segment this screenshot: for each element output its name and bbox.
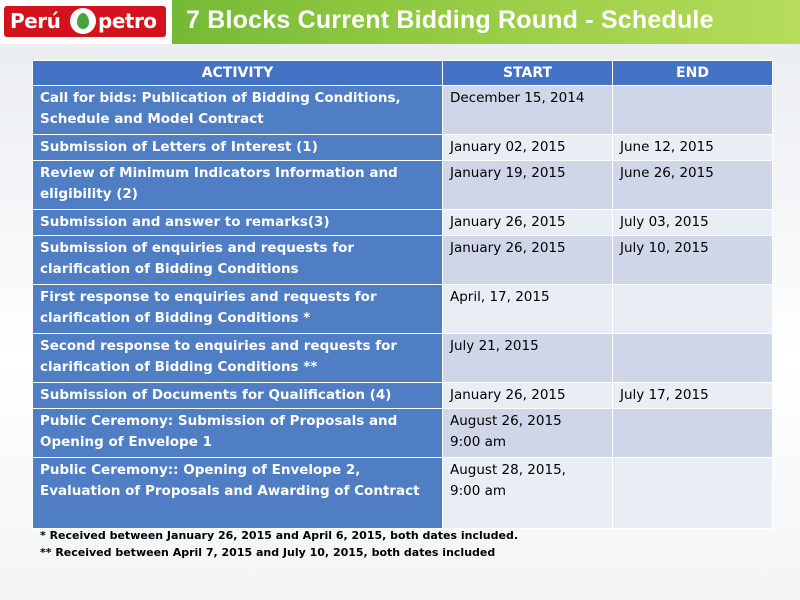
oil-drop-icon: [70, 8, 96, 34]
activity-cell: Public Ceremony: Submission of Proposals and Opening of Envelope 1: [33, 409, 443, 458]
table-row: [33, 285, 773, 334]
start-cell: August 26, 2015 9:00 am: [443, 409, 613, 458]
start-cell: January 02, 2015: [443, 135, 613, 161]
table-row: [33, 383, 773, 409]
end-cell: June 26, 2015: [613, 161, 773, 210]
end-cell: [613, 334, 773, 383]
activity-cell: Submission and answer to remarks(3): [33, 210, 443, 236]
end-cell: [613, 285, 773, 334]
table-row: [33, 161, 773, 210]
activity-cell: Call for bids: Publication of Bidding Conditions, Schedule and Model Contract: [33, 86, 443, 135]
table-row: [33, 86, 773, 135]
activity-cell: Public Ceremony:: Opening of Envelope 2, Evaluation of Proposals and Awarding of Contract: [33, 458, 443, 529]
activity-cell: Submission of Letters of Interest (1): [33, 135, 443, 161]
column-header-activity: ACTIVITY: [33, 61, 443, 86]
peru-petro-logo: [0, 0, 172, 44]
table-row: [33, 236, 773, 285]
end-cell: [613, 86, 773, 135]
start-cell: January 26, 2015: [443, 383, 613, 409]
end-cell: July 17, 2015: [613, 383, 773, 409]
end-cell: June 12, 2015: [613, 135, 773, 161]
table-row: [33, 334, 773, 383]
start-cell: August 28, 2015, 9:00 am: [443, 458, 613, 529]
logo-text-petro: petro: [98, 9, 157, 33]
footnote-2: ** Received between April 7, 2015 and July 10, 2015, both dates included: [40, 546, 496, 559]
table-row: [33, 135, 773, 161]
footnotes: [40, 527, 518, 561]
header-bar: [0, 0, 800, 44]
start-cell: January 19, 2015: [443, 161, 613, 210]
schedule-table: [32, 60, 773, 529]
column-header-end: END: [613, 61, 773, 86]
activity-cell: Second response to enquiries and requests for clarification of Bidding Conditions **: [33, 334, 443, 383]
table-header-row: [33, 61, 773, 86]
end-cell: July 10, 2015: [613, 236, 773, 285]
logo-text-peru: Perú: [10, 9, 61, 33]
start-cell: January 26, 2015: [443, 236, 613, 285]
logo-badge: [4, 6, 166, 37]
page-title: 7 Blocks Current Bidding Round - Schedule: [186, 6, 714, 34]
footnote-1: * Received between January 26, 2015 and April 6, 2015, both dates included.: [40, 529, 519, 542]
end-cell: [613, 409, 773, 458]
end-cell: [613, 458, 773, 529]
table-row: [33, 458, 773, 529]
table-row: [33, 210, 773, 236]
start-cell: April, 17, 2015: [443, 285, 613, 334]
table-row: [33, 409, 773, 458]
start-cell: December 15, 2014: [443, 86, 613, 135]
activity-cell: Review of Minimum Indicators Information and eligibility (2): [33, 161, 443, 210]
activity-cell: Submission of Documents for Qualification (4): [33, 383, 443, 409]
activity-cell: First response to enquiries and requests for clarification of Bidding Conditions *: [33, 285, 443, 334]
end-cell: July 03, 2015: [613, 210, 773, 236]
start-cell: July 21, 2015: [443, 334, 613, 383]
start-cell: January 26, 2015: [443, 210, 613, 236]
activity-cell: Submission of enquiries and requests for clarification of Bidding Conditions: [33, 236, 443, 285]
column-header-start: START: [443, 61, 613, 86]
